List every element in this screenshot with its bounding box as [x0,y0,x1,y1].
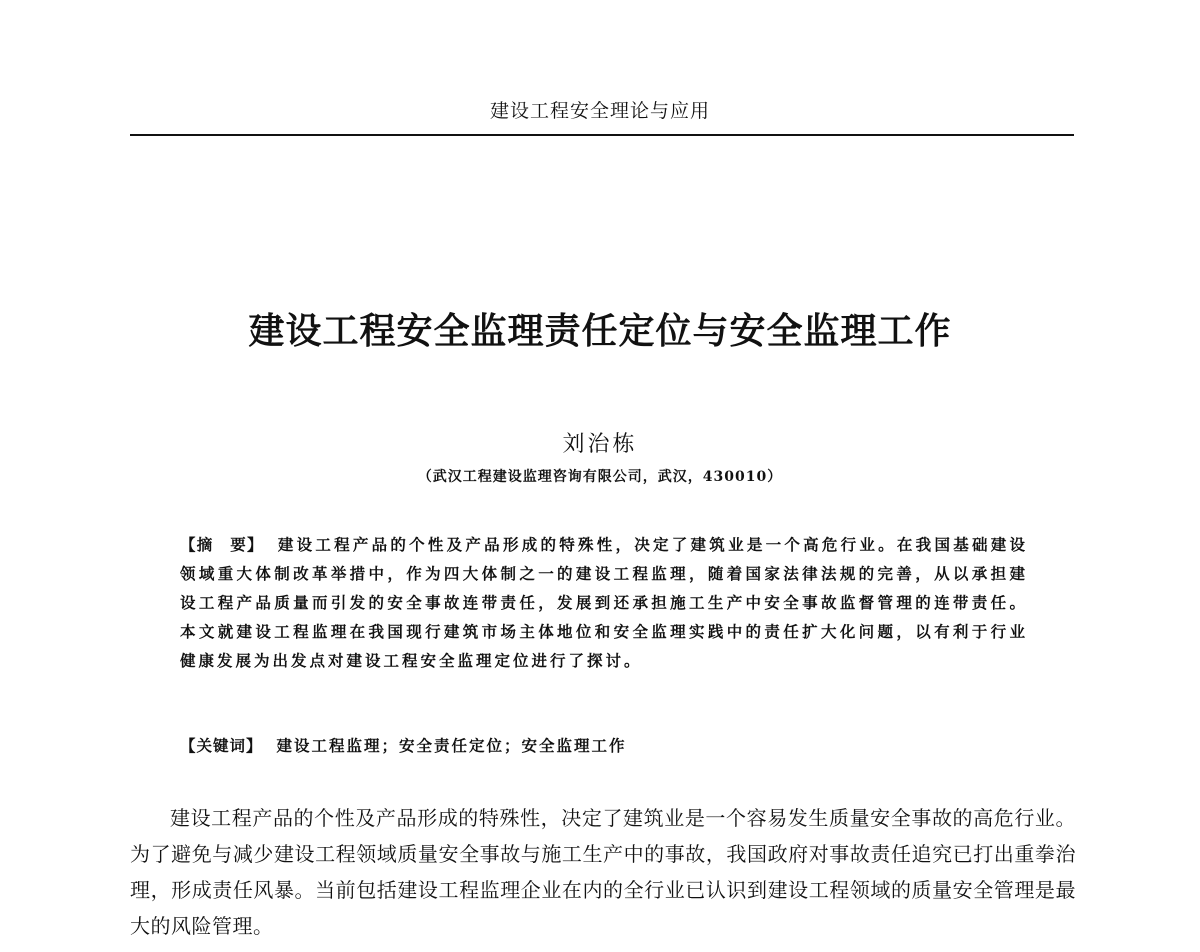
abstract-label: 【摘 要】 [180,535,264,554]
author-affiliation: （武汉工程建设监理咨询有限公司，武汉，430010） [417,469,783,485]
body-paragraph: 建设工程产品的个性及产品形成的特殊性，决定了建筑业是一个容易发生质量安全事故的高危行业。为了避免与减少建设工程领域质量安全事故与施工生产中的事故，我国政府对事故责任追究已打出重拳治理，形成责任风暴。当前包括建设工程监理企业在内的全行业已认识到建设工程领域的质量安全管理是最大的风险管理。 [130,806,1076,938]
running-header: 建设工程安全理论与应用 [489,100,710,122]
paper-title: 建设工程安全监理责任定位与安全监理工作 [248,311,952,352]
abstract [180,530,1028,675]
keywords-label: 【关键词】 [180,736,263,755]
keywords-text: 建设工程监理；安全责任定位；安全监理工作 [276,736,627,755]
abstract-text: 建设工程产品的个性及产品形成的特殊性，决定了建筑业是一个高危行业。在我国基础建设领域重大体制改革举措中，作为四大体制之一的建设工程监理，随着国家法律法规的完善，从以承担建设工程产品质量而引发的安全事故连带责任，发展到还承担施工生产中安全事故监督管理的连带责任。本文就建设工程监理在我国现行建筑市场主体地位和安全监理实践中的责任扩大化问题，以有利于行业健康发展为出发点对建设工程安全监理定位进行了探讨。 [180,535,1028,670]
author-name: 刘治栋 [562,432,638,457]
header-rule [130,134,1074,136]
keywords [180,731,1028,760]
